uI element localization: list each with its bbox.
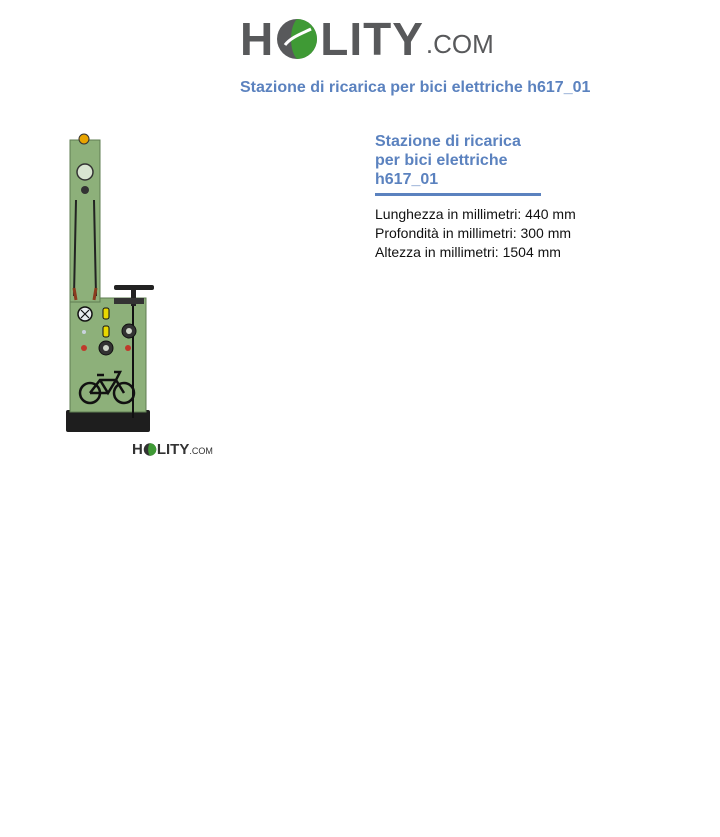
spec-length: Lunghezza in millimetri: 440 mm [375,206,576,222]
product-title-line: h617_01 [375,171,439,188]
logo-o-leaf-icon [275,15,319,63]
product-title [375,132,545,189]
watermark-letter-h: H [132,441,143,458]
product-title-line: Stazione di ricarica [375,133,521,150]
logo-dot-com: .COM [425,29,494,59]
product-specs [375,205,576,262]
logo-letter-h: H [240,13,275,65]
page-title: Stazione di ricarica per bici elettriche h617_01 [240,79,591,96]
watermark-dot-com: .COM [189,446,213,456]
watermark-logo [132,442,213,457]
title-divider [375,193,541,196]
spec-height: Altezza in millimetri: 1504 mm [375,244,561,260]
logo-letters-lity: LITY [320,13,424,65]
watermark-letters-lity: LITY [156,441,190,458]
product-title-line: per bici elettriche [375,152,508,169]
spec-depth: Profondità in millimetri: 300 mm [375,225,572,241]
bike-charging-station-image [62,128,162,438]
holity-logo[interactable] [240,12,494,66]
watermark-o-leaf-icon [143,442,157,457]
